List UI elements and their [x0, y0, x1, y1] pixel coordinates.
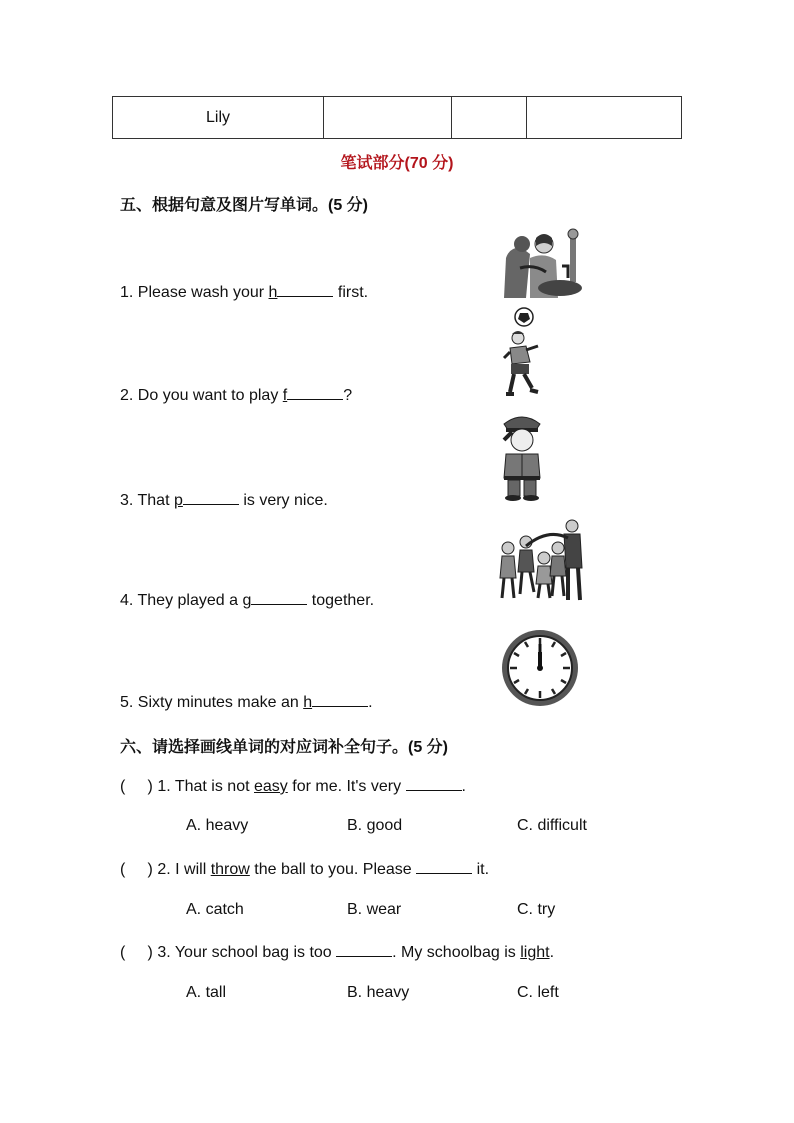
- name-table: [112, 96, 682, 139]
- question-text: 5. Sixty minutes make an: [120, 694, 304, 711]
- empty-cell: [452, 97, 527, 139]
- question-text: 4. They played a: [120, 592, 243, 609]
- answer-blank[interactable]: [287, 385, 343, 400]
- answer-blank[interactable]: [336, 942, 392, 957]
- clock-icon: [500, 628, 580, 708]
- answer-blank[interactable]: [251, 590, 307, 605]
- option-c[interactable]: C. left: [517, 984, 559, 1001]
- question-text: .: [368, 694, 373, 711]
- option-c[interactable]: C. difficult: [517, 817, 587, 834]
- question-text: 2. Do you want to play: [120, 387, 283, 404]
- name-cell: Lily: [113, 97, 324, 139]
- option-b[interactable]: B. good: [347, 817, 403, 834]
- hand-washing-icon: [500, 228, 586, 298]
- question-text: 3. Your school bag is too: [157, 944, 337, 961]
- question-text: it.: [472, 861, 490, 878]
- answer-blank[interactable]: [406, 776, 462, 791]
- question-text: first.: [333, 284, 369, 301]
- answer-bracket[interactable]: ( ): [120, 778, 153, 795]
- option-a[interactable]: A. tall: [186, 984, 227, 1001]
- question-text: 1. That is not: [157, 778, 254, 795]
- question-5-4: [120, 590, 374, 610]
- question-text: ?: [343, 387, 353, 404]
- question-5-2: [120, 385, 352, 405]
- question-text: 2. I will: [157, 861, 211, 878]
- question-6-3: [120, 942, 554, 962]
- given-letter: f: [282, 387, 288, 404]
- answer-blank[interactable]: [277, 282, 333, 297]
- given-letter: p: [173, 492, 183, 509]
- question-text: is very nice.: [238, 492, 328, 509]
- question-text: .: [461, 778, 466, 795]
- question-5-5: [120, 692, 373, 712]
- empty-cell: [324, 97, 452, 139]
- option-b[interactable]: B. wear: [347, 901, 402, 918]
- question-text: together.: [307, 592, 375, 609]
- question-6-1: [120, 776, 466, 796]
- option-c[interactable]: C. try: [517, 901, 556, 918]
- question-text: 1. Please wash your: [120, 284, 269, 301]
- section-title: 笔试部分(70 分): [340, 155, 454, 172]
- football-player-icon: [502, 306, 546, 402]
- given-letter: h: [268, 284, 278, 301]
- given-letter: h: [303, 694, 313, 711]
- part6-heading: 六、请选择画线单词的对应词补全句子。(5 分): [120, 739, 449, 756]
- empty-cell: [527, 97, 682, 139]
- question-text: . My schoolbag is: [392, 944, 521, 961]
- part5-heading: 五、根据句意及图片写单词。(5 分): [120, 197, 369, 214]
- question-text: the ball to you. Please: [249, 861, 417, 878]
- option-a[interactable]: A. heavy: [186, 817, 249, 834]
- question-text: 3. That: [120, 492, 174, 509]
- question-text: .: [549, 944, 555, 961]
- underlined-word: throw: [210, 861, 250, 878]
- option-a[interactable]: A. catch: [186, 901, 244, 918]
- answer-blank[interactable]: [183, 490, 239, 505]
- answer-bracket[interactable]: ( ): [120, 861, 153, 878]
- question-text: for me. It's very: [287, 778, 406, 795]
- question-6-2: [120, 859, 489, 879]
- given-letter: g: [242, 592, 252, 609]
- answer-blank[interactable]: [416, 859, 472, 874]
- question-5-3: [120, 490, 328, 510]
- police-officer-icon: [498, 410, 546, 502]
- underlined-word: light: [520, 944, 550, 961]
- underlined-word: easy: [254, 778, 288, 795]
- question-5-1: [120, 282, 368, 302]
- option-b[interactable]: B. heavy: [347, 984, 410, 1001]
- answer-blank[interactable]: [312, 692, 368, 707]
- children-game-icon: [498, 518, 586, 602]
- answer-bracket[interactable]: ( ): [120, 944, 153, 961]
